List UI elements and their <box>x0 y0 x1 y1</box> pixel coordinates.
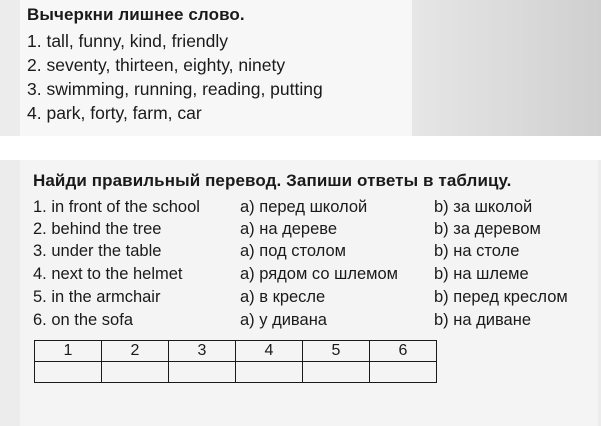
option-b: b) на столе <box>434 242 520 260</box>
answer-table-header-row <box>35 341 437 362</box>
phrase-en: 2. behind the tree <box>33 220 162 238</box>
option-a: a) на дереве <box>240 220 338 238</box>
option-a: a) в кресле <box>240 288 326 306</box>
exercise-1-item: 1. tall, funny, kind, friendly <box>27 31 229 51</box>
option-a: a) под столом <box>240 242 346 260</box>
answer-table-header: 4 <box>236 341 303 362</box>
answer-table-header: 2 <box>102 341 169 362</box>
option-a: a) у дивана <box>240 311 327 329</box>
answer-cell[interactable] <box>370 362 437 383</box>
option-a: a) рядом со шлемом <box>240 265 399 283</box>
exercise-1-heading: Вычеркни лишнее слово. <box>27 5 245 24</box>
phrase-en: 3. under the table <box>33 242 162 260</box>
option-b: b) за деревом <box>434 220 541 238</box>
exercise-1-item: 4. park, forty, farm, car <box>27 103 202 123</box>
option-b: b) за школой <box>434 198 533 216</box>
exercise-1-item: 2. seventy, thirteen, eighty, ninety <box>27 55 286 75</box>
option-b: b) перед креслом <box>434 288 568 306</box>
answer-cell[interactable] <box>102 362 169 383</box>
answer-table-header: 1 <box>35 341 102 362</box>
answer-table <box>34 340 437 383</box>
phrase-en: 6. on the sofa <box>33 311 133 329</box>
section-gap <box>0 136 601 160</box>
option-b: b) на шлеме <box>434 265 529 283</box>
answer-table-answer-row <box>35 362 437 383</box>
answer-cell[interactable] <box>35 362 102 383</box>
exercise-1-item: 3. swimming, running, reading, putting <box>27 79 323 99</box>
option-a: a) перед школой <box>240 198 368 216</box>
answer-table-header: 6 <box>370 341 437 362</box>
phrase-en: 4. next to the helmet <box>33 265 183 283</box>
answer-table-header: 3 <box>169 341 236 362</box>
answer-cell[interactable] <box>303 362 370 383</box>
answer-table-header: 5 <box>303 341 370 362</box>
scan-shadow <box>412 0 601 150</box>
answer-cell[interactable] <box>169 362 236 383</box>
option-b: b) на диване <box>434 311 532 329</box>
phrase-en: 5. in the armchair <box>33 288 161 306</box>
exercise-2-heading: Найди правильный перевод. Запиши ответы в таблицу. <box>33 171 512 190</box>
answer-cell[interactable] <box>236 362 303 383</box>
phrase-en: 1. in front of the school <box>33 198 200 216</box>
